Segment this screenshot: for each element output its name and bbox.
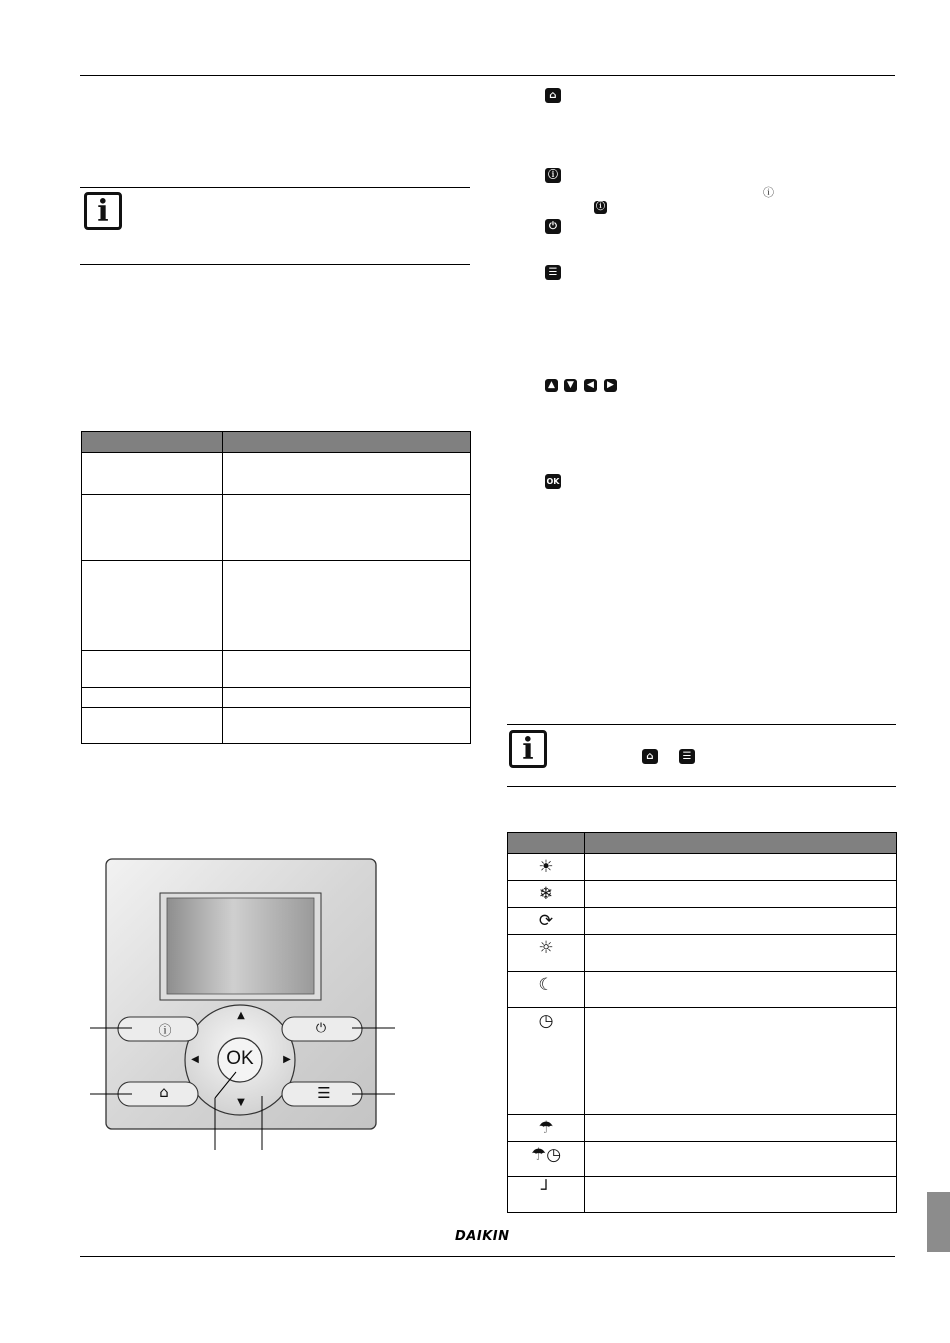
menu-key-icon: ☰ — [545, 265, 561, 280]
table-row — [508, 1177, 897, 1213]
info-icon: i — [84, 192, 122, 230]
info-key-icon: ⓘ — [545, 168, 561, 183]
dpad-right-icon[interactable]: ▶ — [283, 1054, 291, 1065]
left-table — [81, 431, 471, 744]
step-icon: ┘ — [540, 1180, 552, 1200]
info-inline-icon: ⓘ — [763, 186, 774, 199]
menu-button-icon[interactable]: ☰ — [317, 1084, 331, 1102]
table-row — [508, 935, 897, 972]
home-key-icon: ⌂ — [545, 88, 561, 103]
table-row — [82, 651, 471, 688]
icon-table — [507, 832, 897, 1213]
left-key-icon: ◀ — [584, 379, 597, 392]
right-key-icon: ▶ — [604, 379, 617, 392]
dpad-down-icon[interactable]: ▼ — [237, 1097, 245, 1108]
user-interface-illustration — [60, 850, 410, 1160]
table-row — [82, 708, 471, 744]
dpad-left-icon[interactable]: ◀ — [191, 1054, 199, 1065]
right-note-bottom-rule — [507, 786, 896, 787]
table-row — [508, 908, 897, 935]
info-button-icon[interactable]: ⓘ — [158, 1024, 172, 1039]
power-button-icon[interactable]: ⏻ — [315, 1021, 327, 1036]
table-row — [82, 688, 471, 708]
info-note-top-rule — [80, 187, 470, 188]
power-key-icon: ⏻ — [545, 219, 561, 234]
ok-key-icon: OK — [545, 474, 561, 489]
icon-table-header — [508, 833, 897, 854]
table-row — [82, 495, 471, 561]
right-note-top-rule — [507, 724, 896, 725]
note-menu-key-icon: ☰ — [679, 749, 695, 764]
home-button-icon[interactable]: ⌂ — [159, 1083, 169, 1101]
table-row — [508, 972, 897, 1008]
note-home-key-icon: ⌂ — [642, 749, 658, 764]
table-row — [508, 854, 897, 881]
up-key-icon: ▲ — [545, 379, 558, 392]
left-table-header — [82, 432, 471, 453]
moon-icon: ☾ — [538, 975, 554, 995]
table-row — [508, 881, 897, 908]
info-inline-key-icon: ⓘ — [595, 202, 605, 212]
table-row — [508, 1115, 897, 1142]
table-row — [508, 1008, 897, 1115]
dpad-up-icon[interactable]: ▲ — [237, 1010, 245, 1021]
down-key-icon: ▼ — [564, 379, 577, 392]
header-rule — [80, 75, 895, 76]
weather-dependent-icon: ☂ — [538, 1118, 554, 1138]
sun-icon: ☀ — [538, 857, 554, 877]
daikin-logo: DAIKIN — [455, 1229, 510, 1244]
snowflake-icon: ❄ — [538, 884, 554, 904]
weather-dependent-clock-icon: ☂◷ — [530, 1145, 562, 1165]
comfort-sun-icon: ☼ — [538, 938, 554, 958]
section-tab — [927, 1192, 950, 1252]
info-note-bottom-rule — [80, 264, 470, 265]
table-row — [82, 561, 471, 651]
table-row — [82, 453, 471, 495]
ok-button[interactable]: OK — [226, 1048, 254, 1069]
clock-icon: ◷ — [538, 1011, 554, 1031]
auto-cycle-icon: ⟳ — [538, 911, 554, 931]
table-row — [508, 1142, 897, 1177]
footer-rule — [80, 1256, 895, 1257]
info-icon: i — [509, 730, 547, 768]
